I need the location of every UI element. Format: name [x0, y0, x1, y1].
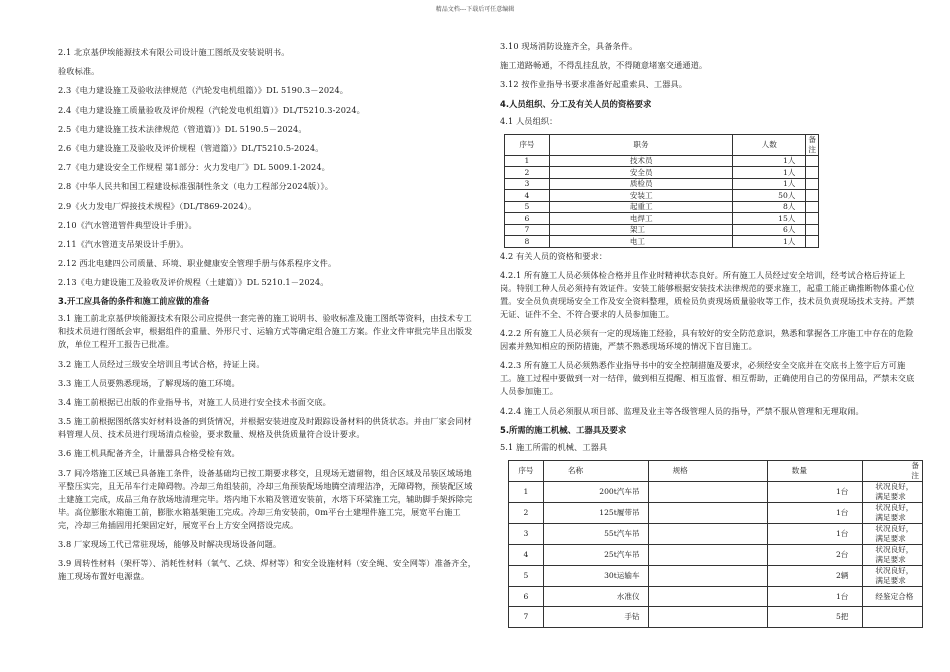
paragraph: 3.1 施工前北京基伊埃能源技术有限公司应提供一套完善的施工说明书、验收标准及施工图纸等资料，由技术专工和技术员进行图纸会审，根据组件的重量、外形尺寸、运输方式等确定组合施工方案。作业文件审批完毕且出版发放，单位工程开工报告已批准。	[58, 313, 473, 350]
section-heading: 4.人员组织、分工及有关人员的资格要求	[500, 98, 652, 109]
cell-no: 2	[509, 502, 544, 523]
cell-job: 安全员	[549, 167, 732, 179]
cell-job: 安装工	[549, 190, 732, 202]
paragraph: 3.6 施工机具配备齐全，计量器具合格受检有效。	[58, 448, 240, 459]
paragraph: 2.6《电力建设施工及验收及评价规程（管道篇）》DL/T5210.5-2024。	[58, 142, 324, 153]
cell-no: 4	[505, 190, 550, 202]
table-row	[505, 201, 819, 213]
table-row	[509, 481, 923, 502]
staff-header-job: 职务	[549, 134, 732, 155]
paragraph: 3.12 按作业指导书要求准备好起重索具、工器具。	[500, 79, 688, 90]
table-row	[509, 502, 923, 523]
cell-no: 3	[505, 178, 550, 190]
cell-no: 2	[505, 167, 550, 179]
cell-no: 6	[505, 213, 550, 225]
right-column	[500, 40, 919, 628]
table-row	[505, 224, 819, 236]
paragraph: 2.7《电力建设安全工作规程 第1部分：火力发电厂》DL 5009.1-2024。	[58, 162, 330, 173]
cell-qty: 2辆	[767, 565, 863, 586]
table-row	[505, 236, 819, 248]
table-row	[509, 607, 923, 628]
cell-name: 55t汽车吊	[543, 523, 648, 544]
cell-count: 15人	[733, 213, 806, 225]
table-row	[509, 523, 923, 544]
table-row	[505, 190, 819, 202]
cell-name: 25t汽车吊	[543, 544, 648, 565]
table-row	[505, 213, 819, 225]
equipment-table-header	[509, 460, 923, 481]
cell-qty: 1台	[767, 586, 863, 607]
cell-job: 起重工	[549, 201, 732, 213]
section-heading: 5.所需的施工机械、工器具及要求	[500, 424, 627, 435]
cell-note	[806, 201, 819, 213]
cell-job: 技术员	[549, 155, 732, 167]
cell-note: 状况良好，满足要求	[863, 481, 923, 502]
cell-no: 4	[509, 544, 544, 565]
cell-note	[806, 167, 819, 179]
cell-note: 状况良好，满足要求	[863, 523, 923, 544]
cell-note: 状况良好，满足要求	[863, 565, 923, 586]
paragraph: 3.5 施工前根据图纸落实好材料设备的到货情况，并根据安装进度及时跟踪设备材料的供货状态。并由厂家会同材料管理人员、技术员进行现场清点检验，要求数量、规格及供货质量符合设计要求。	[58, 416, 472, 440]
cell-note	[806, 178, 819, 190]
paragraph: 2.5《电力建设施工技术法律规范（管道篇）》DL 5190.5－2024。	[58, 123, 307, 134]
paragraph: 3.3 施工人员要熟悉现场，了解现场的施工环境。	[58, 377, 240, 388]
cell-qty: 5把	[767, 607, 863, 628]
paragraph: 4.2.1 所有施工人员必须体检合格并且作业时精神状态良好。所有施工人员经过安全培训，经考试合格后持证上岗。特别工种人员必须持有效证件。安装工能够根据安装技术法律规范的要求施工，起重工能正确推断物体重心位置。安全员负责现场安全工作及安全资料整理，质检员负责现场质量验收等工作，技术员负责现场技术支持。严禁无证、证件不全、不符合要求的人员参加施工。	[500, 269, 915, 319]
paragraph: 3.10 现场消防设施齐全，具备条件。	[500, 41, 638, 51]
cell-count: 1人	[733, 236, 806, 248]
cell-spec	[648, 502, 767, 523]
staff-table	[504, 134, 819, 248]
cell-name: 手钻	[543, 607, 648, 628]
cell-qty: 1台	[767, 481, 863, 502]
left-column	[58, 46, 476, 589]
cell-note	[806, 190, 819, 202]
cell-no: 8	[505, 236, 550, 248]
paragraph: 3.8 厂家现场工代已常驻现场，能够及时解决现场设备问题。	[58, 538, 282, 549]
cell-spec	[648, 481, 767, 502]
staff-header-no: 序号	[505, 134, 550, 155]
section-heading: 3.开工应具备的条件和施工前应做的准备	[58, 296, 210, 307]
cell-note	[806, 224, 819, 236]
equip-header-no: 序号	[509, 460, 544, 481]
equipment-table	[508, 460, 923, 628]
paragraph: 5.1 施工所需的机械、工器具	[500, 441, 608, 452]
cell-note: 状况良好，满足要求	[863, 502, 923, 523]
table-row	[505, 155, 819, 167]
paragraph: 2.10《汽水管道管件典型设计手册》。	[58, 219, 197, 230]
table-row	[509, 544, 923, 565]
cell-job: 电焊工	[549, 213, 732, 225]
cell-spec	[648, 607, 767, 628]
table-row	[505, 167, 819, 179]
table-row	[509, 586, 923, 607]
cell-job: 质检员	[549, 178, 732, 190]
paragraph: 2.8《中华人民共和国工程建设标准强制性条文（电力工程部分2024版）》。	[58, 181, 333, 192]
paragraph: 3.7 间冷塔施工区域已具备施工条件，设备基础均已按工期要求移交，且现场无遗留物，组合区域及吊装区域场地平整压实完，且无吊车行走障碍物。冷却三角组装前，冷却三角预装配场地腾空清理洁净，无障碍物，预装配区域土建施工完成，成品三角存放场地清理完毕。塔内地下水箱及管道安装前，水塔下环梁施工完，辅助脚手架拆除完毕。高位膨胀水箱施工前，膨胀水箱基架施工完成。冷却三角安装前，0m平台土建埋件施工完，展宽平台施工完，冷却三角插固用托架固定好，展宽平台上方安全网搭设完成。	[58, 467, 473, 530]
staff-table-header	[505, 134, 819, 155]
cell-note	[806, 213, 819, 225]
table-row	[509, 565, 923, 586]
equip-header-name: 名称	[543, 460, 648, 481]
paragraph: 3.9 周转性材料（架杆等）、消耗性材料（氧气、乙炔、焊材等）和安全设施材料（安全绳、安全网等）准备齐全，施工现场布置好电源盘。	[58, 557, 477, 581]
page-header: 精品文档---下载后可任意编辑	[435, 6, 515, 13]
paragraph: 4.2.3 所有施工人员必须熟悉作业指导书中的安全控制措施及要求，必须经安全交底并在交底书上签字后方可施工。施工过程中要做到一对一结伴，做到相互提醒、相互监督、相互帮助，正确使用自己的劳保用品，严禁未交底人员参加施工。	[500, 360, 915, 397]
paragraph: 4.2.2 所有施工人员必须有一定的现场施工经验，具有较好的安全防范意识，熟悉和掌握各工序施工中存在的危险因素并熟知相应的预防措施，严禁不熟悉现场环境的情况下盲目施工。	[500, 328, 914, 352]
cell-name: 125t履带吊	[543, 502, 648, 523]
paragraph: 施工道路畅通，不得乱挂乱放，不得随意堵塞交通通道。	[500, 60, 708, 71]
cell-spec	[648, 565, 767, 586]
paragraph: 3.4 施工前根据已出版的作业指导书，对施工人员进行安全技术书面交底。	[58, 397, 331, 407]
cell-spec	[648, 586, 767, 607]
paragraph: 4.2 有关人员的资格和要求：	[500, 250, 608, 261]
cell-spec	[648, 523, 767, 544]
cell-no: 7	[509, 607, 544, 628]
cell-no: 7	[505, 224, 550, 236]
table-row	[505, 178, 819, 190]
cell-count: 1人	[733, 167, 806, 179]
cell-count: 6人	[733, 224, 806, 236]
cell-job: 架工	[549, 224, 732, 236]
cell-job: 电工	[549, 236, 732, 248]
paragraph: 2.4《电力建设施工质量验收及评价规程（汽轮发电机组篇）》DL/T5210.3-2024。	[58, 104, 365, 115]
cell-name: 200t汽车吊	[543, 481, 648, 502]
cell-no: 1	[509, 481, 544, 502]
paragraph: 3.2 施工人员经过三级安全培训且考试合格，持证上岗。	[58, 358, 265, 369]
cell-count: 1人	[733, 178, 806, 190]
paragraph: 2.3《电力建设施工及验收法律规范（汽轮发电机组篇）》DL 5190.3－2024。	[58, 85, 349, 96]
staff-header-note: 备注	[806, 134, 819, 155]
paragraph: 4.1 人员组织：	[500, 115, 558, 126]
cell-note	[806, 236, 819, 248]
cell-note: 经鉴定合格	[863, 586, 923, 607]
cell-qty: 1台	[767, 523, 863, 544]
cell-count: 50人	[733, 190, 806, 202]
paragraph: 验收标准。	[58, 66, 100, 77]
cell-no: 6	[509, 586, 544, 607]
cell-name: 30t运输车	[543, 565, 648, 586]
cell-note: 状况良好，满足要求	[863, 544, 923, 565]
cell-name: 水准仪	[543, 586, 648, 607]
paragraph: 2.9《火力发电厂焊接技术规程》（DL/T869-2024）。	[58, 200, 257, 211]
cell-note	[806, 155, 819, 167]
paragraph: 4.2.4 施工人员必须服从项目部、监理及业主等各级管理人员的指导，严禁不服从管理和无理取闹。	[500, 405, 864, 416]
right-mid-section	[500, 250, 915, 454]
paragraph: 2.1 北京基伊埃能源技术有限公司设计施工图纸及安装说明书。	[58, 47, 290, 57]
right-top-section	[500, 40, 915, 128]
equip-header-note: 备注	[863, 460, 923, 481]
cell-no: 1	[505, 155, 550, 167]
equip-header-qty: 数量	[767, 460, 863, 481]
paragraph: 2.13《电力建设施工及验收及评价规程（土建篇）》DL 5210.1－2024。	[58, 277, 329, 288]
cell-no: 3	[509, 523, 544, 544]
cell-count: 8人	[733, 201, 806, 213]
cell-qty: 2台	[767, 544, 863, 565]
cell-note	[863, 607, 923, 628]
paragraph: 2.12 西北电建四公司质量、环境、职业健康安全管理手册与体系程序文件。	[58, 258, 337, 269]
cell-no: 5	[509, 565, 544, 586]
cell-spec	[648, 544, 767, 565]
staff-header-count: 人数	[733, 134, 806, 155]
equip-header-spec: 规格	[648, 460, 767, 481]
cell-no: 5	[505, 201, 550, 213]
cell-qty: 1台	[767, 502, 863, 523]
paragraph: 2.11《汽水管道支吊架设计手册》。	[58, 238, 189, 249]
cell-count: 1人	[733, 155, 806, 167]
